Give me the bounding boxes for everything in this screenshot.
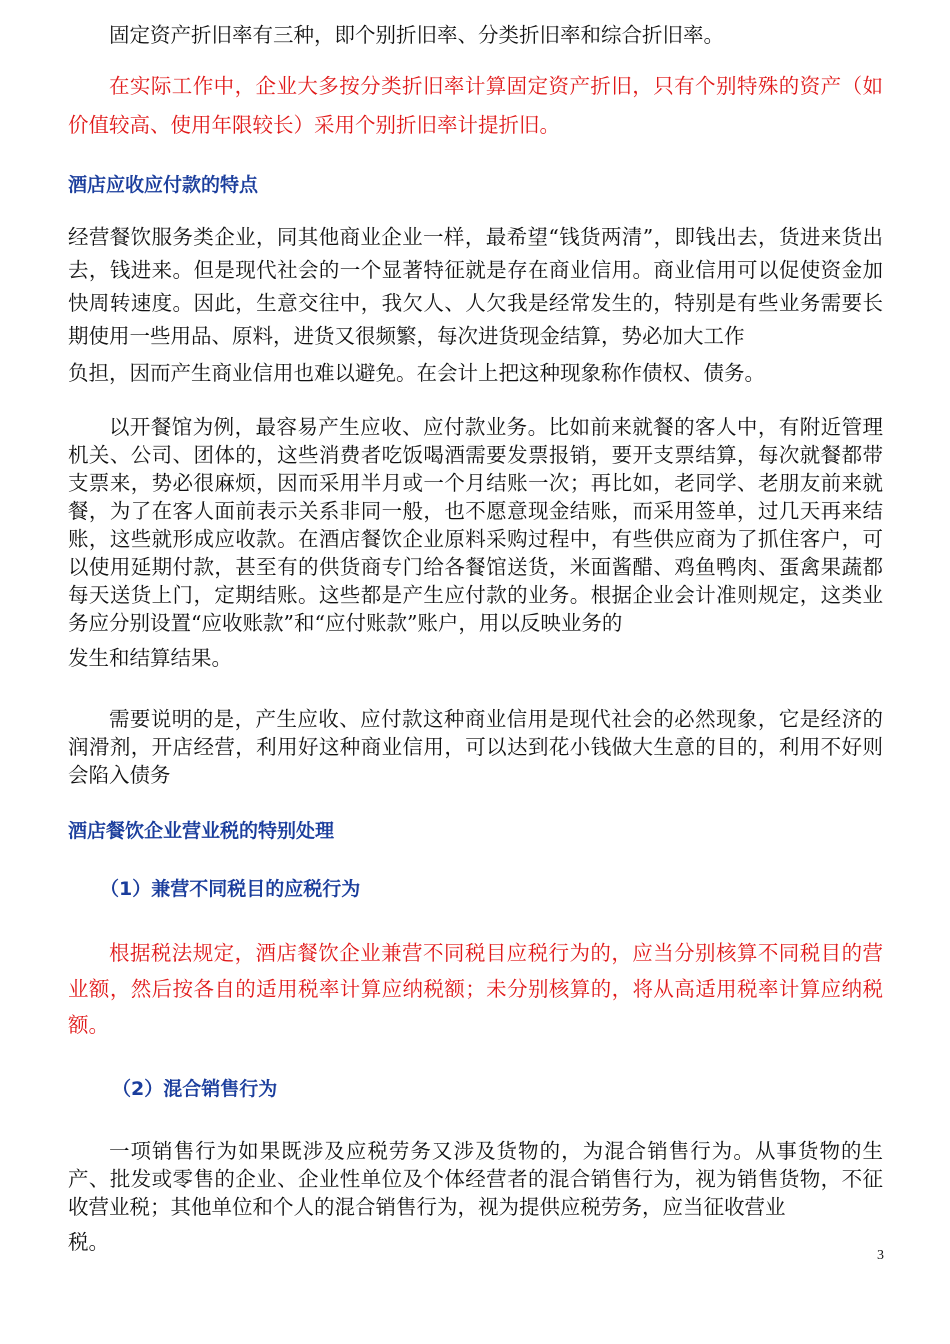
paragraph-commercial-credit: 经营餐饮服务类企业，同其他商业企业一样，最希望“钱货两清”，即钱出去，货进来货出去，钱进来。但是现代社会的一个显著特征就是存在商业信用。商业信用可以促使资金加快周转速度。因此，生意交往中，我欠人、人欠我是经常发生的，特别是有些业务需要长期使用一些用品、原料，进货又很频繁，每次进货现金结算，势必加大工作 xyxy=(68,225,883,348)
paragraph-credit-note: 需要说明的是，产生应收、应付款这种商业信用是现代社会的必然现象，它是经济的润滑剂，开店经营，利用好这种商业信用，可以达到花小钱做大生意的目的，利用不好则会陷入债务 xyxy=(68,707,883,787)
heading-mixed-sales: （2）混合销售行为 xyxy=(112,1078,278,1100)
paragraph-commercial-credit-end: 负担，因而产生商业信用也难以避免。在会计上把这种现象称作债权、债务。 xyxy=(68,361,765,385)
paragraph-mixed-sales: 一项销售行为如果既涉及应税劳务又涉及货物的，为混合销售行为。从事货物的生产、批发或零售的企业、企业性单位及个体经营者的混合销售行为，视为销售货物，不征收营业税；其他单位和个人的混合销售行为，视为提供应税劳务，应当征收营业 xyxy=(68,1139,883,1219)
heading-concurrent-operations: （1）兼营不同税目的应税行为 xyxy=(100,878,361,900)
paragraph-tax-rules: 根据税法规定，酒店餐饮企业兼营不同税目应税行为的，应当分别核算不同税目的营业额，然后按各自的适用税率计算应纳税额；未分别核算的，将从高适用税率计算应纳税额。 xyxy=(68,941,883,1037)
page-number: 3 xyxy=(877,1248,884,1263)
paragraph-mixed-sales-end: 税。 xyxy=(68,1230,109,1254)
paragraph-restaurant-example-end: 发生和结算结果。 xyxy=(68,646,232,670)
paragraph-depreciation-types: 固定资产折旧率有三种，即个别折旧率、分类折旧率和综合折旧率。 xyxy=(109,23,724,47)
heading-receivables-payables: 酒店应收应付款的特点 xyxy=(68,174,259,196)
paragraph-depreciation-practice: 在实际工作中，企业大多按分类折旧率计算固定资产折旧，只有个别特殊的资产（如价值较高、使用年限较长）采用个别折旧率计提折旧。 xyxy=(68,74,883,137)
paragraph-restaurant-example: 以开餐馆为例，最容易产生应收、应付款业务。比如前来就餐的客人中，有附近管理机关、公司、团体的，这些消费者吃饭喝酒需要发票报销，要开支票结算，每次就餐都带支票来，势必很麻烦，因而采用半月或一个月结账一次；再比如，老同学、老朋友前来就餐，为了在客人面前表示关系非同一般，也不愿意现金结账，而采用签单，过几天再来结账，这些就形成应收款。在酒店餐饮企业原料采购过程中，有些供应商为了抓住客户，可以使用延期付款，甚至有的供货商专门给各餐馆送货，米面酱醋、鸡鱼鸭肉、蛋禽果蔬都每天送货上门，定期结账。这些都是产生应付款的业务。根据企业会计准则规定，这类业务应分别设置“应收账款”和“应付账款”账户，用以反映业务的 xyxy=(68,415,883,635)
heading-business-tax: 酒店餐饮企业营业税的特别处理 xyxy=(68,820,335,842)
document-page xyxy=(68,16,883,1257)
